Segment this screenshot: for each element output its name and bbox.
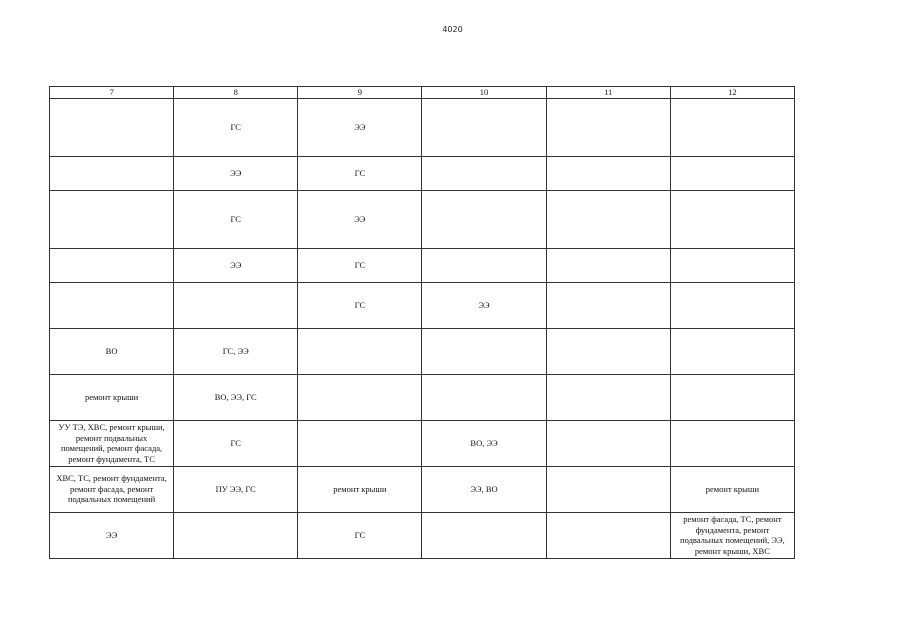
table-cell [546,512,670,558]
table-cell [546,374,670,420]
table-row [50,374,795,420]
table-row [50,98,795,156]
table-cell: ремонт крыши [670,466,794,512]
table-cell [670,98,794,156]
table-cell: ремонт фасада, ТС, ремонт фундамента, ремонт подвальных помещений, ЭЭ, ремонт крыши, ХВС [670,512,794,558]
column-header: 12 [670,87,794,99]
table-cell: ГС [298,512,422,558]
table-cell: ГС, ЭЭ [174,328,298,374]
column-header: 10 [422,87,546,99]
table-cell [298,374,422,420]
table-row [50,420,795,466]
table-cell [670,420,794,466]
data-table [49,86,795,559]
table-cell: ЭЭ [174,156,298,190]
table-cell: ремонт крыши [50,374,174,420]
table-cell: ЭЭ [174,248,298,282]
table-cell: ЭЭ [422,282,546,328]
table-cell: ПУ ЭЭ, ГС [174,466,298,512]
table-cell [422,248,546,282]
table-cell: ЭЭ [298,98,422,156]
column-header: 8 [174,87,298,99]
table-cell [298,420,422,466]
table-cell [174,282,298,328]
table-cell: ЭЭ [298,190,422,248]
column-header: 11 [546,87,670,99]
table-cell: ХВС, ТС, ремонт фундамента, ремонт фасада, ремонт подвальных помещений [50,466,174,512]
table-cell [670,248,794,282]
table-cell [422,156,546,190]
table-cell [546,98,670,156]
table-cell: ЭЭ, ВО [422,466,546,512]
table-cell [546,282,670,328]
table-cell [50,156,174,190]
table-cell [670,374,794,420]
table-cell: ВО, ЭЭ [422,420,546,466]
table-cell [298,328,422,374]
table-cell [670,328,794,374]
table-cell: ремонт крыши [298,466,422,512]
table-cell: ГС [174,190,298,248]
table-cell [422,374,546,420]
table-cell [670,190,794,248]
table-cell: УУ ТЭ, ХВС, ремонт крыши, ремонт подвальных помещений, ремонт фасада, ремонт фундамента, ТС [50,420,174,466]
table-cell [174,512,298,558]
table-cell [546,190,670,248]
table-cell: ВО [50,328,174,374]
table-row [50,156,795,190]
table-cell [50,282,174,328]
table-cell: ГС [298,156,422,190]
table-row [50,466,795,512]
table-cell [50,248,174,282]
table-cell [670,156,794,190]
table-cell [670,282,794,328]
header-row [50,87,795,99]
table-cell [422,512,546,558]
table-cell [546,420,670,466]
table-cell [422,328,546,374]
table-cell [546,156,670,190]
table-cell: ГС [298,248,422,282]
table-cell: ГС [174,98,298,156]
table-cell [546,248,670,282]
table-row [50,282,795,328]
table-cell [546,466,670,512]
page-number: 4020 [442,25,463,34]
table-cell [422,190,546,248]
table-row [50,248,795,282]
column-header: 9 [298,87,422,99]
table-cell [546,328,670,374]
table-cell [422,98,546,156]
table-cell [50,190,174,248]
table-cell: ВО, ЭЭ, ГС [174,374,298,420]
column-header: 7 [50,87,174,99]
table-row [50,328,795,374]
table-cell: ЭЭ [50,512,174,558]
table-cell: ГС [298,282,422,328]
table-row [50,190,795,248]
table-cell: ГС [174,420,298,466]
table-row [50,512,795,558]
table-cell [50,98,174,156]
